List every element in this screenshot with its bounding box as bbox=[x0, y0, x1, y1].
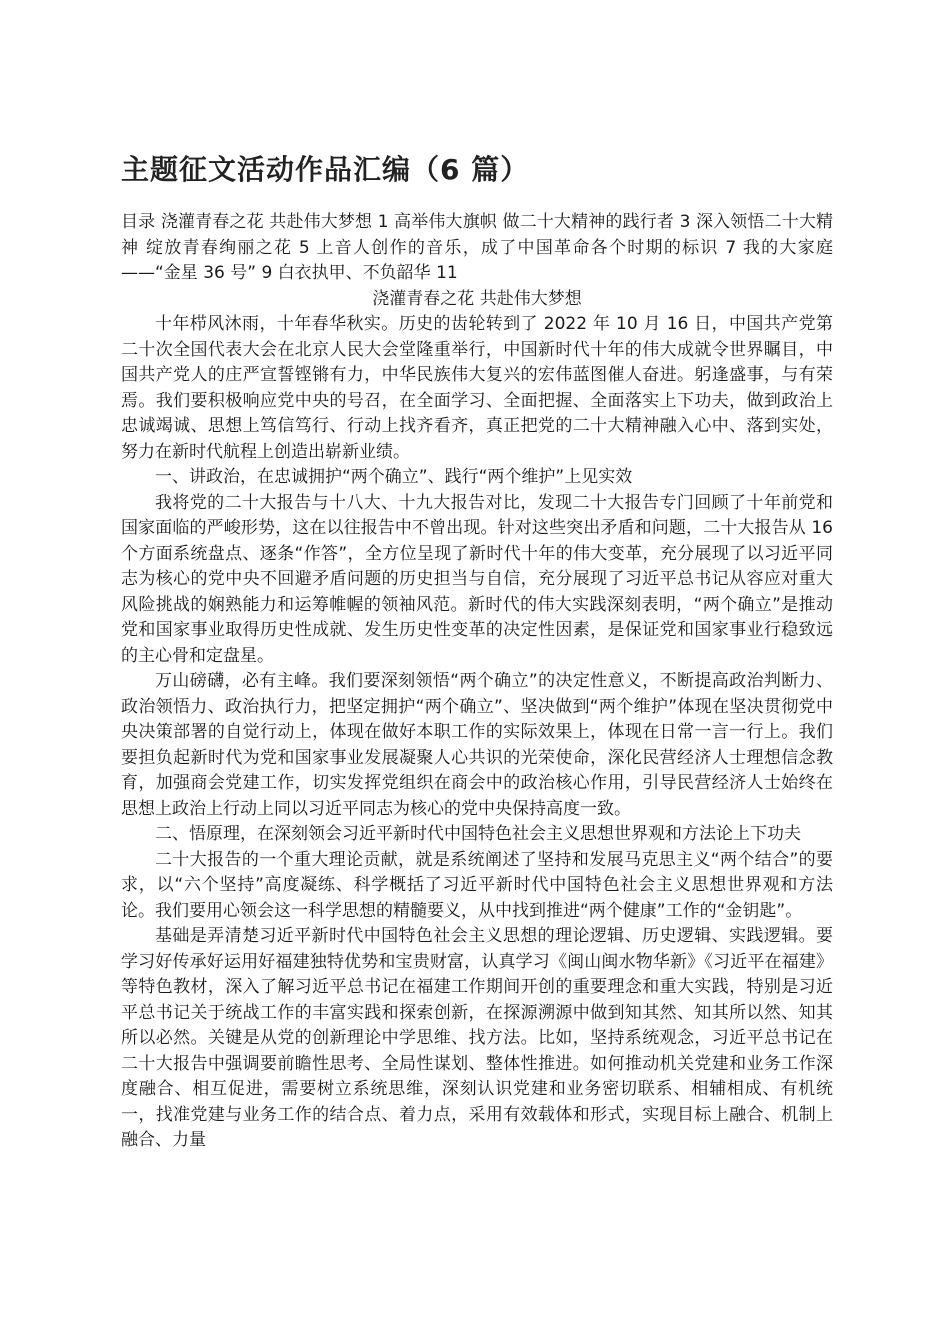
paragraph: 万山磅礴，必有主峰。我们要深刻领悟“两个确立”的决定性意义，不断提高政治判断力、政治领悟力、政治执行力，把坚定拥护“两个确立”、坚决做到“两个维护”体现在坚决贯彻党中央决策部署的自觉行动上，体现在做好本职工作的实际效果上，体现在日常一言一行上。我们要担负起新时代为党和国家事业发展凝聚人心共识的光荣使命，深化民营经济人士理想信念教育，加强商会党建工作，切实发挥党组织在商会中的政治核心作用，引导民营经济人士始终在思想上政治上行动上同以习近平同志为核心的党中央保持高度一致。 bbox=[121, 671, 833, 819]
section-heading: 一、讲政治，在忠诚拥护“两个确立”、践行“两个维护”上见实效 bbox=[155, 467, 633, 487]
document-title bbox=[121, 150, 833, 190]
title-prefix: 主题征文活动作品汇编（ bbox=[121, 153, 441, 186]
title-suffix: 篇） bbox=[460, 153, 530, 186]
section-title: 浇灌青春之花 共赴伟大梦想 bbox=[372, 288, 582, 309]
paragraph: 二十大报告的一个重大理论贡献，就是系统阐述了坚持和发展马克思主义“两个结合”的要求，以“六个坚持”高度凝练、科学概括了习近平新时代中国特色社会主义思想世界观和方法论。我们要用心领会这一科学思想的精髓要义，从中找到推进“两个健康”工作的“金钥匙”。 bbox=[121, 849, 833, 921]
document-page bbox=[121, 150, 833, 1154]
paragraph: 十年栉风沐雨，十年春华秋实。历史的齿轮转到了 2022 年 10 月 16 日，中国共产党第二十次全国代表大会在北京人民大会堂隆重举行，中国新时代十年的伟大成就令世界瞩目，中国共产党人的庄严宣誓铿锵有力，中华民族伟大复兴的宏伟蓝图催人奋进。躬逢盛事，与有荣焉。我们要积极响应党中央的号召，在全面学习、全面把握、全面落实上下功夫，做到政治上忠诚竭诚、思想上笃信笃行、行动上找齐看齐，真正把党的二十大精神融入心中、落到实处，努力在新时代航程上创造出崭新业绩。 bbox=[121, 314, 833, 462]
paragraph: 我将党的二十大报告与十八大、十九大报告对比，发现二十大报告专门回顾了十年前党和国家面临的严峻形势，这在以往报告中不曾出现。针对这些突出矛盾和问题，二十大报告从 16 个方面系统盘点、逐条“作答”，全方位呈现了新时代十年的伟大变革，充分展现了以习近平同志为核心的党中央不回避矛盾问题的历史担当与自信，充分展现了习近平总书记从容应对重大风险挑战的娴熟能力和运筹帷幄的领袖风范。新时代的伟大实践深刻表明，“两个确立”是推动党和国家事业取得历史性成就、发生历史性变革的决定性因素，是保证党和国家事业行稳致远的主心骨和定盘星。 bbox=[121, 492, 833, 666]
section-heading: 二、悟原理，在深刻领会习近平新时代中国特色社会主义思想世界观和方法论上下功夫 bbox=[155, 824, 801, 844]
paragraph: 基础是弄清楚习近平新时代中国特色社会主义思想的理论逻辑、历史逻辑、实践逻辑。要学习好传承好运用好福建独特优势和宝贵财富，认真学习《闽山闽水物华新》《习近平在福建》等特色教材，深入了解习近平总书记在福建工作期间开创的重要理念和重大实践，特别是习近平总书记关于统战工作的丰富实践和探索创新，在探源溯源中做到知其然、知其所以然、知其所以必然。关键是从党的创新理论中学思维、找方法。比如，坚持系统观念，习近平总书记在二十大报告中强调要前瞻性思考、全局性谋划、整体性推进。如何推动机关党建和业务工作深度融合、相互促进，需要树立系统思维，深刻认识党建和业务密切联系、相辅相成、有机统一，找准党建与业务工作的结合点、着力点，采用有效载体和形式，实现目标上融合、机制上融合、力量 bbox=[121, 926, 833, 1150]
table-of-contents: 目录 浇灌青春之花 共赴伟大梦想 1 高举伟大旗帜 做二十大精神的践行者 3 深入领悟二十大精神 绽放青春绚丽之花 5 上音人创作的音乐，成了中国革命各个时期的标识 7 我的大家庭——“金星 36 号” 9 白衣执甲、不负韶华 11 bbox=[121, 212, 833, 283]
title-number: 6 bbox=[440, 153, 461, 186]
